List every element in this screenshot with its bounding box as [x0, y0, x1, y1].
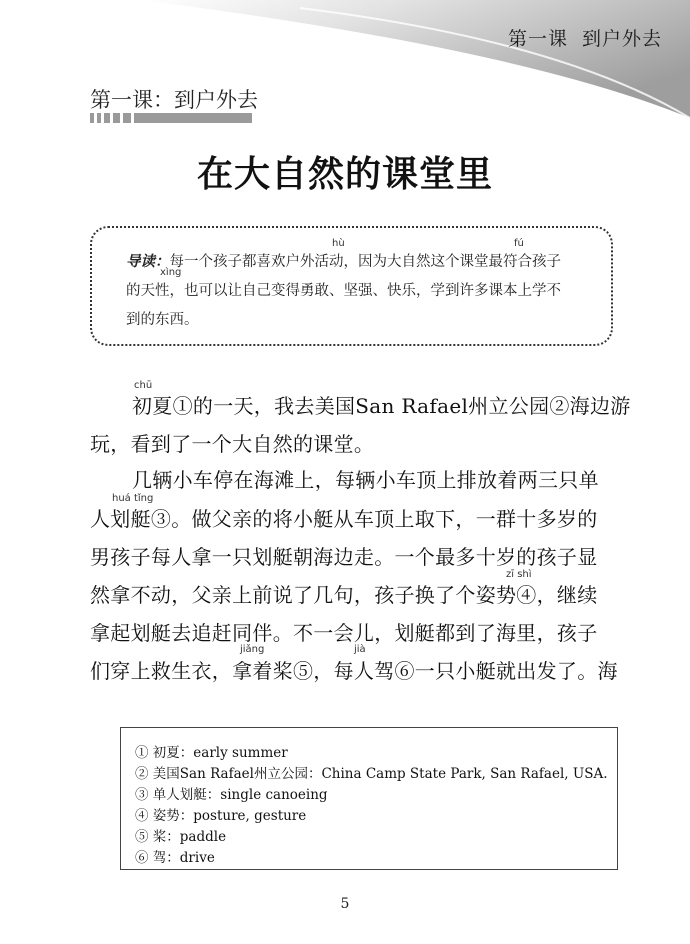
body-line-5: 男孩子每人拿一只划艇朝海边走。一个最多十岁的孩子显 [90, 545, 598, 569]
footnotes-box [120, 727, 618, 870]
body-line-6: 然拿不动，父亲上前说了几句，孩子换了个姿势④，继续 [90, 583, 598, 607]
lesson-label-underline-bar [90, 113, 252, 123]
running-header-lesson-no: 第一课 [507, 28, 568, 50]
body-line-1: 初夏①的一天，我去美国San Rafael州立公园②海边游 [132, 394, 631, 418]
reading-guide-label: 导读： [126, 254, 170, 270]
pinyin-jia: jià [354, 644, 366, 655]
pinyin-chu: chū [134, 380, 153, 391]
body-line-3: 几辆小车停在海滩上，每辆小车顶上排放着两三只单 [132, 468, 599, 492]
running-header-lesson-name: 到户外去 [581, 28, 662, 50]
reading-guide-line-3: 到的东西。 [126, 312, 199, 328]
pinyin-xing: xìng [160, 267, 182, 278]
lesson-label: 第一课：到户外去 [90, 88, 258, 112]
pinyin-fu: fú [514, 238, 524, 249]
body-line-7: 拿起划艇去追赶同伴。不一会儿，划艇都到了海里，孩子 [90, 621, 598, 645]
pinyin-hua-ting: huá tǐng [112, 493, 154, 504]
footnote-3: ③ 单人划艇：single canoeing [135, 787, 328, 803]
body-line-2: 玩，看到了一个大自然的课堂。 [90, 432, 375, 456]
article-title: 在大自然的课堂里 [196, 153, 493, 195]
footnote-2: ② 美国San Rafael州立公园：China Camp State Park, San Rafael, USA. [135, 766, 608, 782]
footnote-4: ④ 姿势：posture, gesture [135, 808, 307, 824]
pinyin-zi-shi: zī shì [506, 569, 532, 580]
body-line-4: 人划艇③。做父亲的将小艇从车顶上取下，一群十多岁的 [90, 507, 598, 531]
body-line-8: 们穿上救生衣，拿着桨⑤，每人驾⑥一只小艇就出发了。海 [90, 659, 618, 683]
page-number: 5 [340, 896, 350, 912]
pinyin-hu: hù [332, 238, 345, 249]
reading-guide-line-2: 的天性，也可以让自己变得勇敢、坚强、快乐，学到许多课本上学不 [126, 283, 561, 299]
footnote-1: ① 初夏：early summer [135, 745, 288, 761]
pinyin-jiang: jiǎng [240, 644, 265, 655]
footnote-5: ⑤ 桨：paddle [135, 829, 227, 845]
reading-guide-line-1: 每一个孩子都喜欢户外活动，因为大自然这个课堂最符合孩子 [169, 254, 561, 270]
footnote-6: ⑥ 驾：drive [135, 850, 215, 866]
reading-guide-box [90, 226, 613, 346]
running-header [508, 24, 662, 51]
